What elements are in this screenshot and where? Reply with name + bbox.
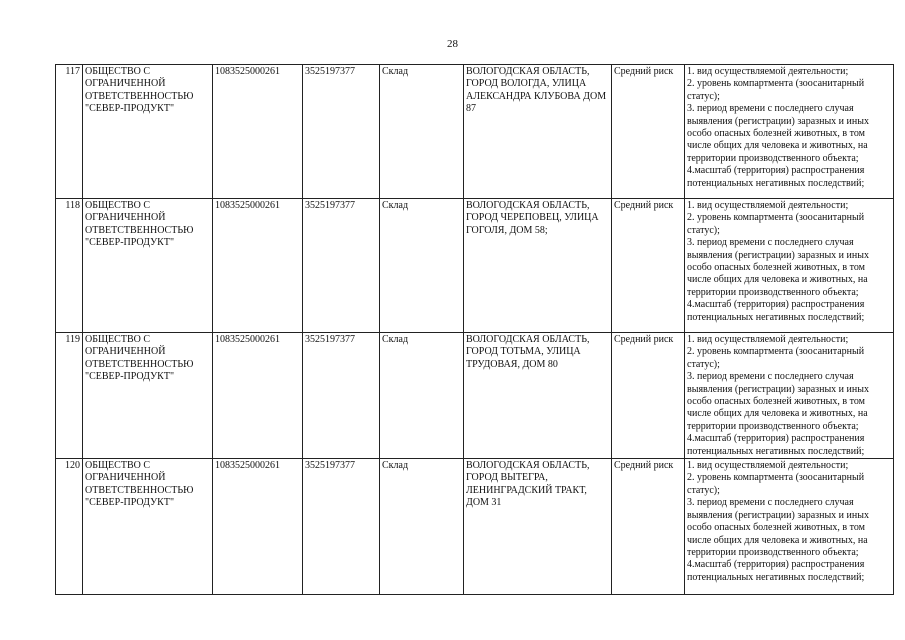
organization-name: ОБЩЕСТВО С ОГРАНИЧЕННОЙ ОТВЕТСТВЕННОСТЬЮ "СЕВЕР-ПРОДУКТ" <box>83 65 213 199</box>
criteria-line: числе общих для человека и животных, на <box>687 534 868 546</box>
risk-category: Средний риск <box>612 65 685 199</box>
criteria-line: территории производственного объекта; <box>687 420 859 432</box>
inn-cell: 3525197377 <box>303 199 380 333</box>
object-type: Склад <box>380 459 464 595</box>
inn-cell: 3525197377 <box>303 65 380 199</box>
criteria-line: числе общих для человека и животных, на <box>687 408 868 420</box>
risk-category: Средний риск <box>612 459 685 595</box>
row-number: 118 <box>56 199 83 333</box>
criteria-line: 2. уровень компартмента (зоосанитарный <box>687 346 865 358</box>
table-row <box>56 199 894 333</box>
object-type: Склад <box>380 65 464 199</box>
criteria-line: 3. период времени с последнего случая <box>687 497 854 509</box>
criteria-line: 1. вид осуществляемой деятельности; <box>687 460 849 472</box>
object-type: Склад <box>380 333 464 459</box>
criteria-line: 4.масштаб (территория) распространения <box>687 559 865 571</box>
criteria-line: потенциальных негативных последствий; <box>687 445 865 457</box>
criteria-line: особо опасных болезней животных, в том <box>687 128 865 140</box>
criteria-line: 4.масштаб (территория) распространения <box>687 165 865 177</box>
criteria-line: выявления (регистрации) заразных и иных <box>687 383 869 395</box>
criteria-line: статус); <box>687 358 720 370</box>
criteria-line: особо опасных болезней животных, в том <box>687 522 865 534</box>
organization-name: ОБЩЕСТВО С ОГРАНИЧЕННОЙ ОТВЕТСТВЕННОСТЬЮ "СЕВЕР-ПРОДУКТ" <box>83 333 213 459</box>
table-body <box>56 65 894 595</box>
criteria-line: 3. период времени с последнего случая <box>687 371 854 383</box>
risk-criteria <box>685 199 894 333</box>
organization-name: ОБЩЕСТВО С ОГРАНИЧЕННОЙ ОТВЕТСТВЕННОСТЬЮ "СЕВЕР-ПРОДУКТ" <box>83 199 213 333</box>
criteria-line: особо опасных болезней животных, в том <box>687 262 865 274</box>
address-cell: ВОЛОГОДСКАЯ ОБЛАСТЬ, ГОРОД ЧЕРЕПОВЕЦ, УЛИЦА ГОГОЛЯ, ДОМ 58; <box>464 199 612 333</box>
table-row <box>56 459 894 595</box>
row-number: 119 <box>56 333 83 459</box>
risk-criteria <box>685 333 894 459</box>
page-number: 28 <box>447 38 458 50</box>
ogrn-cell: 1083525000261 <box>213 199 303 333</box>
criteria-line: 2. уровень компартмента (зоосанитарный <box>687 212 865 224</box>
risk-category: Средний риск <box>612 333 685 459</box>
inn-cell: 3525197377 <box>303 333 380 459</box>
risk-criteria <box>685 65 894 199</box>
address-cell: ВОЛОГОДСКАЯ ОБЛАСТЬ, ГОРОД ТОТЬМА, УЛИЦА ТРУДОВАЯ, ДОМ 80 <box>464 333 612 459</box>
table-row <box>56 65 894 199</box>
criteria-line: числе общих для человека и животных, на <box>687 140 868 152</box>
criteria-line: 2. уровень компартмента (зоосанитарный <box>687 472 865 484</box>
criteria-line: выявления (регистрации) заразных и иных <box>687 249 869 261</box>
criteria-line: 2. уровень компартмента (зоосанитарный <box>687 78 865 90</box>
criteria-line: статус); <box>687 90 720 102</box>
criteria-line: потенциальных негативных последствий; <box>687 311 865 323</box>
risk-category: Средний риск <box>612 199 685 333</box>
table-row <box>56 333 894 459</box>
criteria-line: 3. период времени с последнего случая <box>687 103 854 115</box>
criteria-line: потенциальных негативных последствий; <box>687 177 865 189</box>
row-number: 120 <box>56 459 83 595</box>
criteria-line: территории производственного объекта; <box>687 546 859 558</box>
criteria-line: 4.масштаб (территория) распространения <box>687 433 865 445</box>
ogrn-cell: 1083525000261 <box>213 459 303 595</box>
criteria-line: 1. вид осуществляемой деятельности; <box>687 334 849 345</box>
criteria-line: выявления (регистрации) заразных и иных <box>687 115 869 127</box>
risk-criteria <box>685 459 894 595</box>
criteria-line: числе общих для человека и животных, на <box>687 274 868 286</box>
criteria-line: 4.масштаб (территория) распространения <box>687 299 865 311</box>
criteria-line: 3. период времени с последнего случая <box>687 237 854 249</box>
criteria-line: территории производственного объекта; <box>687 152 859 164</box>
criteria-line: 1. вид осуществляемой деятельности; <box>687 66 849 77</box>
ogrn-cell: 1083525000261 <box>213 333 303 459</box>
criteria-line: выявления (регистрации) заразных и иных <box>687 509 869 521</box>
ogrn-cell: 1083525000261 <box>213 65 303 199</box>
register-table <box>55 64 894 595</box>
criteria-line: особо опасных болезней животных, в том <box>687 396 865 408</box>
row-number: 117 <box>56 65 83 199</box>
criteria-line: статус); <box>687 484 720 496</box>
address-cell: ВОЛОГОДСКАЯ ОБЛАСТЬ, ГОРОД ВОЛОГДА, УЛИЦА АЛЕКСАНДРА КЛУБОВА ДОМ 87 <box>464 65 612 199</box>
criteria-line: потенциальных негативных последствий; <box>687 571 865 583</box>
criteria-line: статус); <box>687 224 720 236</box>
inn-cell: 3525197377 <box>303 459 380 595</box>
criteria-line: территории производственного объекта; <box>687 286 859 298</box>
object-type: Склад <box>380 199 464 333</box>
address-cell: ВОЛОГОДСКАЯ ОБЛАСТЬ, ГОРОД ВЫТЕГРА, ЛЕНИНГРАДСКИЙ ТРАКТ, ДОМ 31 <box>464 459 612 595</box>
criteria-line: 1. вид осуществляемой деятельности; <box>687 200 849 211</box>
organization-name: ОБЩЕСТВО С ОГРАНИЧЕННОЙ ОТВЕТСТВЕННОСТЬЮ "СЕВЕР-ПРОДУКТ" <box>83 459 213 595</box>
